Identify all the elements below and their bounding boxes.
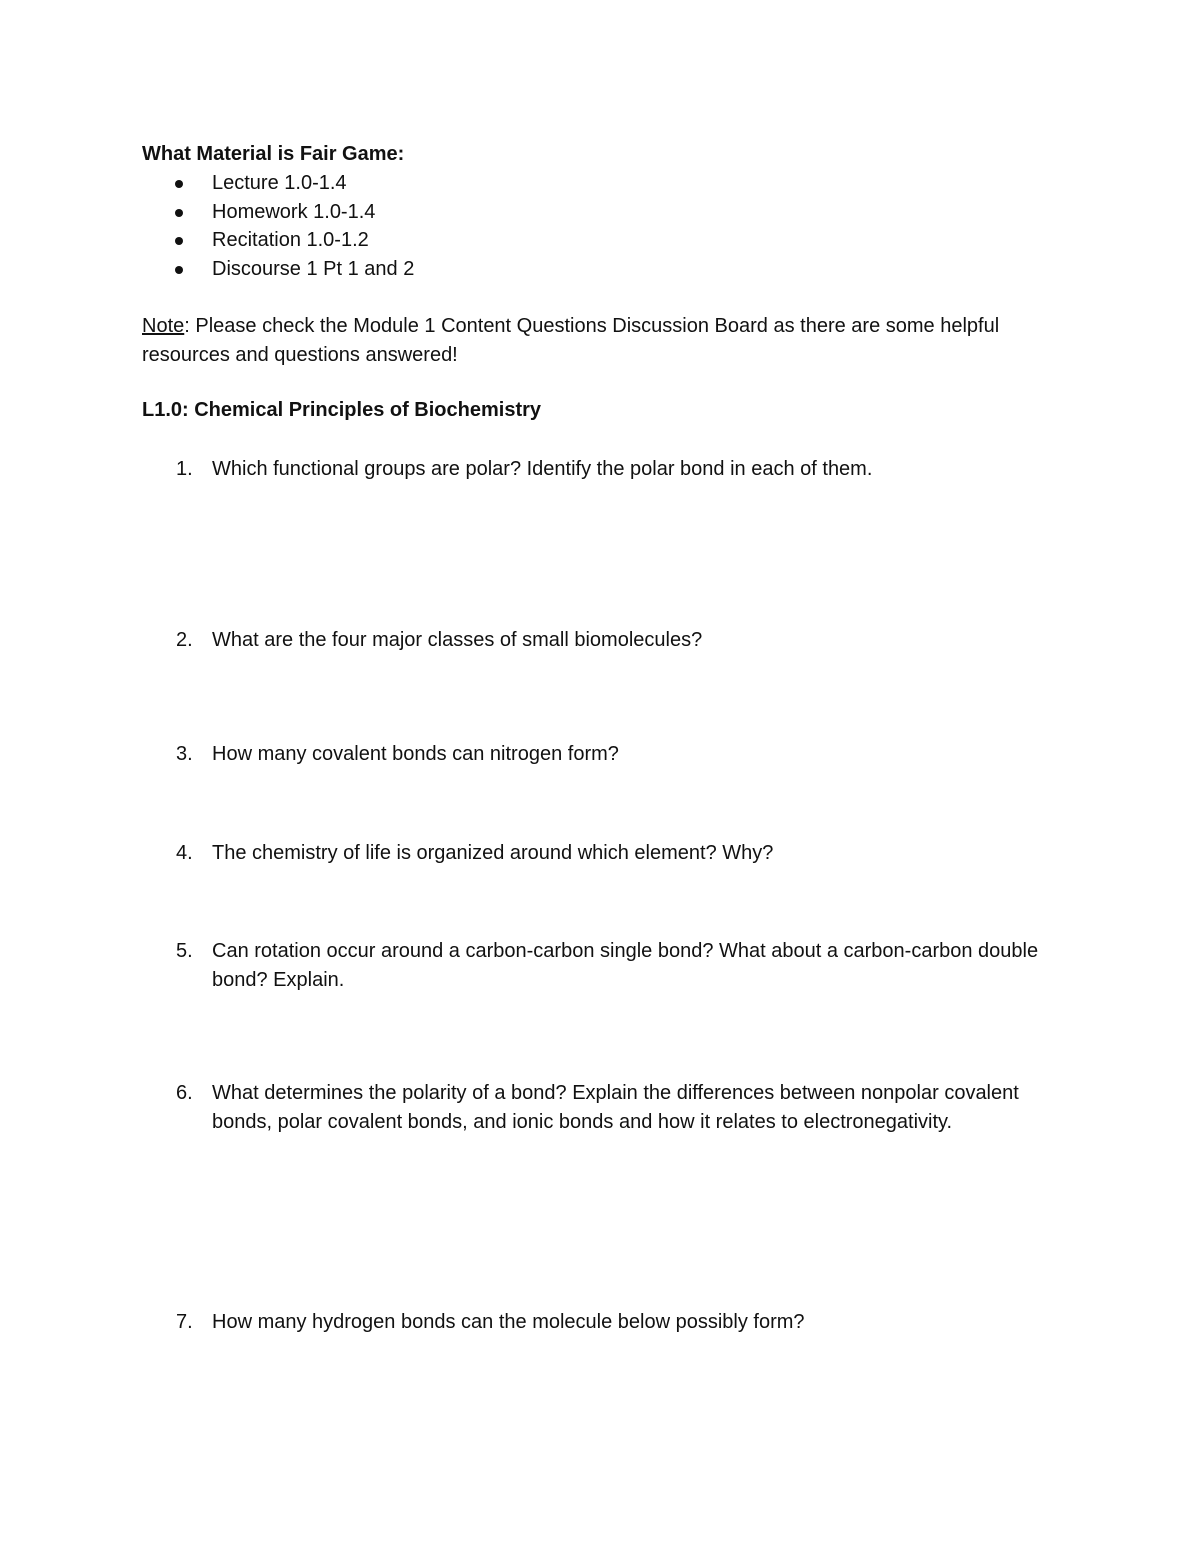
question-number: 5. xyxy=(176,940,193,962)
question-number: 1. xyxy=(176,458,193,480)
question-number: 7. xyxy=(176,1311,193,1333)
section-heading: L1.0: Chemical Principles of Biochemistry xyxy=(142,399,542,421)
question-text: What are the four major classes of small biomolecules? xyxy=(212,629,703,651)
bullet-icon xyxy=(175,266,183,274)
question-text: What determines the polarity of a bond? Explain the differences between nonpolar covalent bonds, polar covalent bonds, and ionic bonds and how it relates to electronegativity. xyxy=(212,1082,1019,1133)
list-item-text: Homework 1.0-1.4 xyxy=(212,200,376,223)
question-text: Can rotation occur around a carbon-carbon single bond? What about a carbon-carbon double bond? Explain. xyxy=(212,940,1039,991)
question-text: How many covalent bonds can nitrogen form? xyxy=(212,743,619,765)
question-number: 4. xyxy=(176,842,193,864)
question-number: 3. xyxy=(176,743,193,765)
question-text: How many hydrogen bonds can the molecule below possibly form? xyxy=(212,1311,805,1333)
note-label: Note xyxy=(142,315,185,337)
list-item-text: Discourse 1 Pt 1 and 2 xyxy=(212,257,415,280)
note-text: : Please check the Module 1 Content Questions Discussion Board as there are some helpful resources and questions answered! xyxy=(142,315,1000,366)
list-item xyxy=(142,255,414,284)
question-number: 2. xyxy=(176,629,193,651)
list-item-text: Recitation 1.0-1.2 xyxy=(212,229,369,251)
list-item-text: Lecture 1.0-1.4 xyxy=(212,172,347,194)
fair-game-list xyxy=(142,169,414,283)
list-item xyxy=(142,226,414,255)
question-text: The chemistry of life is organized around which element? Why? xyxy=(212,842,774,864)
question-text: Which functional groups are polar? Identify the polar bond in each of them. xyxy=(212,458,873,480)
bullet-icon xyxy=(175,180,183,188)
fair-game-title: What Material is Fair Game: xyxy=(142,143,405,165)
note-paragraph xyxy=(142,312,1042,370)
bullet-icon xyxy=(175,209,183,217)
question-number: 6. xyxy=(176,1082,193,1104)
list-item xyxy=(142,198,414,227)
list-item xyxy=(142,169,414,198)
bullet-icon xyxy=(175,237,183,245)
